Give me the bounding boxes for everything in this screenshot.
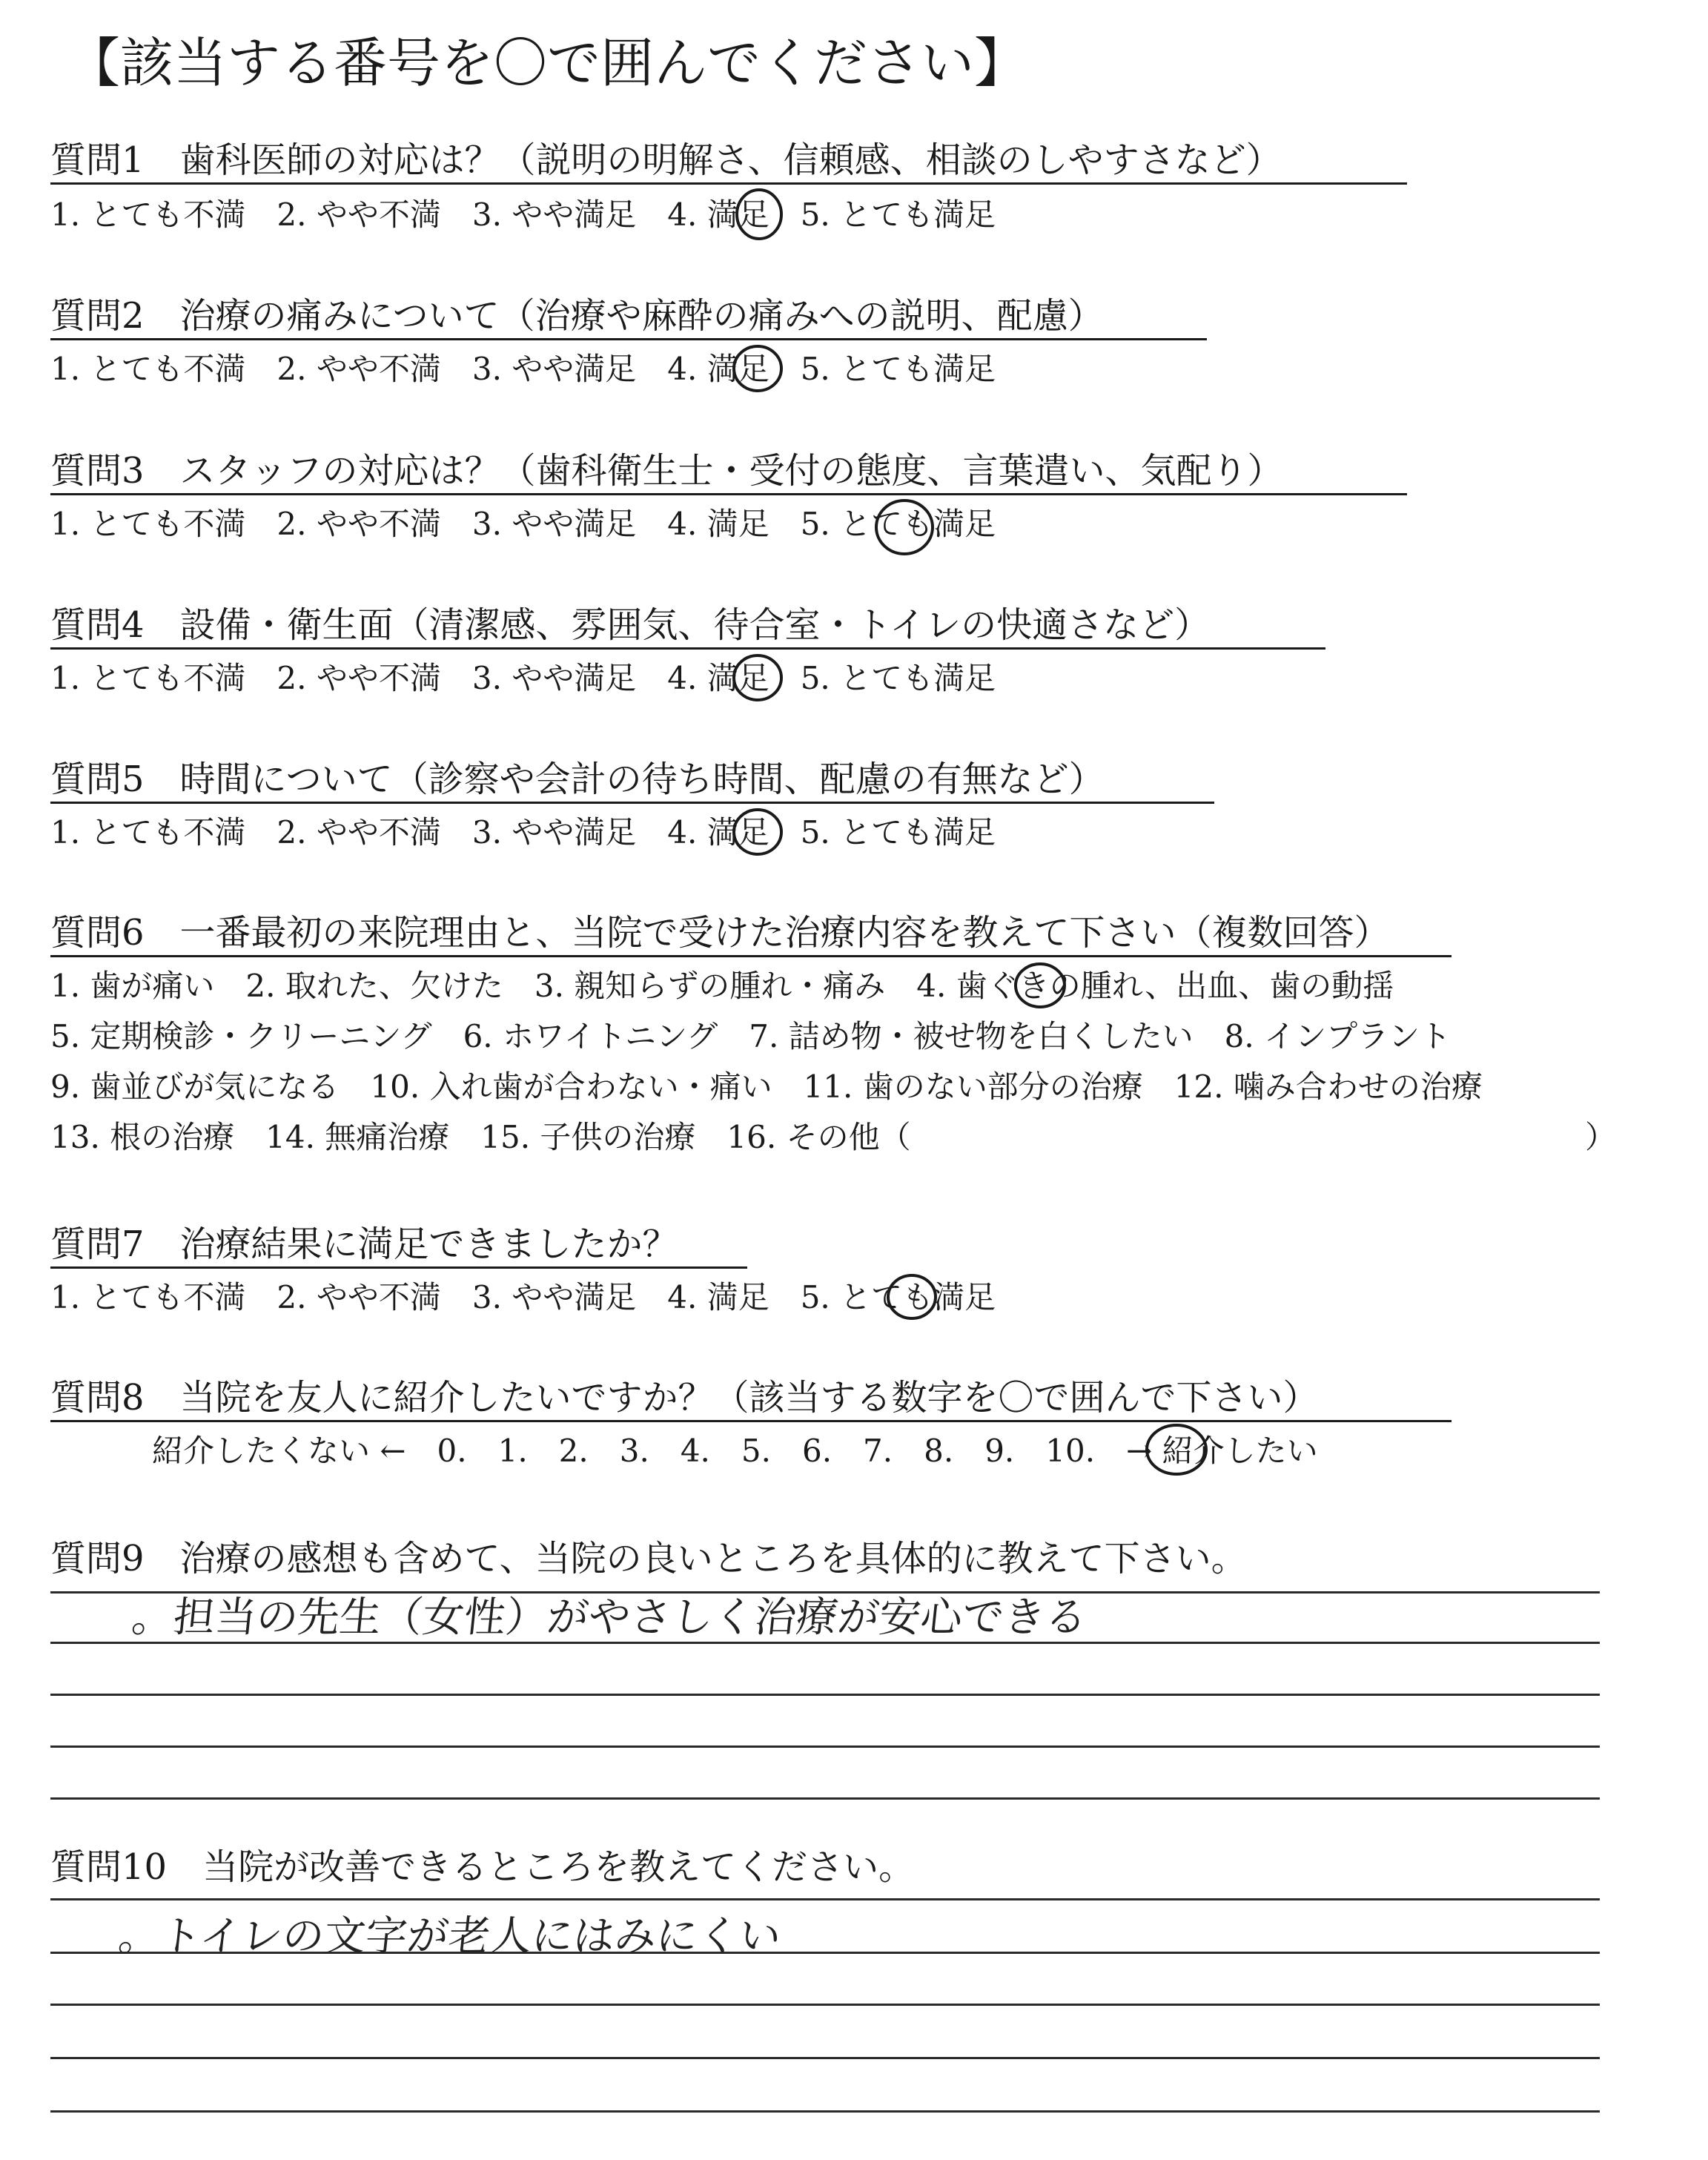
q6-underline — [50, 955, 1452, 957]
q6-options-row4: 13. 根の治療 14. 無痛治療 15. 子供の治療 16. その他（ — [50, 1119, 911, 1155]
q10-writing-line-5 — [50, 2110, 1600, 2113]
q3-options: 1. とても不満 2. やや不満 3. やや満足 4. 満足 5. とても満足 — [50, 506, 996, 542]
q1-underline — [50, 182, 1407, 185]
q10-handwritten-answer: 。トイレの文字が老人にはみにくい — [116, 1912, 784, 1961]
q2-answer-circle — [732, 345, 784, 394]
q4-title: 質問4 設備・衛生面（清潔感、雰囲気、待合室・トイレの快適さなど） — [50, 604, 1211, 646]
q6-title: 質問6 一番最初の来院理由と、当院で受けた治療内容を教えて下さい（複数回答） — [50, 912, 1390, 954]
q5-answer-circle — [732, 808, 784, 857]
q7-answer-circle — [887, 1274, 939, 1321]
q6-options-row3: 9. 歯並びが気になる 10. 入れ歯が合わない・痛い 11. 歯のない部分の治療 12. 噛み合わせの治療 — [50, 1069, 1483, 1105]
q6-other-close: ） — [1585, 1119, 1617, 1155]
q1-answer-circle — [734, 188, 786, 240]
q5-options: 1. とても不満 2. やや不満 3. やや満足 4. 満足 5. とても満足 — [50, 814, 996, 851]
q9-title: 質問9 治療の感想も含めて、当院の良いところを具体的に教えて下さい。 — [50, 1538, 1247, 1579]
q6-options-row1: 1. 歯が痛い 2. 取れた、欠けた 3. 親知らずの腫れ・痛み 4. 歯ぐきの腫れ、出血、歯の動揺 — [50, 968, 1394, 1004]
q6-answer-circle — [1014, 962, 1068, 1010]
q10-title: 質問10 当院が改善できるところを教えてください。 — [50, 1846, 915, 1888]
q9-writing-line-4 — [50, 1745, 1600, 1748]
q9-handwritten-answer: 。担当の先生（女性）がやさしく治療が安心できる — [129, 1593, 1090, 1642]
q8-scale: 紹介したくない ← 0. 1. 2. 3. 4. 5. 6. 7. 8. 9. 10. → 紹介したい — [152, 1433, 1318, 1469]
q1-options: 1. とても不満 2. やや不満 3. やや満足 4. 満足 5. とても満足 — [50, 196, 996, 233]
q3-underline — [50, 493, 1407, 495]
q9-writing-line-2 — [50, 1642, 1600, 1644]
q2-title: 質問2 治療の痛みについて（治療や麻酔の痛みへの説明、配慮） — [50, 295, 1104, 337]
q9-writing-line-5 — [50, 1797, 1600, 1800]
q3-title: 質問3 スタッフの対応は？（歯科衛生士・受付の態度、言葉遣い、気配り） — [50, 450, 1283, 492]
q2-options: 1. とても不満 2. やや不満 3. やや満足 4. 満足 5. とても満足 — [50, 351, 996, 387]
q5-title: 質問5 時間について（診察や会計の待ち時間、配慮の有無など） — [50, 759, 1105, 800]
q9-writing-line-3 — [50, 1694, 1600, 1696]
q8-title: 質問8 当院を友人に紹介したいですか？（該当する数字を〇で囲んで下さい） — [50, 1377, 1319, 1418]
q10-writing-line-1 — [50, 1898, 1600, 1900]
instruction-heading: 【該当する番号を〇で囲んでください】 — [67, 32, 1028, 94]
q2-underline — [50, 338, 1207, 340]
q1-title: 質問1 歯科医師の対応は？（説明の明解さ、信頼感、相談のしやすさなど） — [50, 139, 1282, 181]
q8-underline — [50, 1420, 1452, 1422]
q4-answer-circle — [732, 654, 784, 703]
q10-writing-line-3 — [50, 2004, 1600, 2006]
q7-title: 質問7 治療結果に満足できましたか？ — [50, 1223, 678, 1265]
q7-options: 1. とても不満 2. やや不満 3. やや満足 4. 満足 5. とても満足 — [50, 1279, 996, 1315]
q5-underline — [50, 802, 1214, 804]
q7-underline — [50, 1266, 747, 1269]
q4-options: 1. とても不満 2. やや不満 3. やや満足 4. 満足 5. とても満足 — [50, 660, 996, 696]
q4-underline — [50, 647, 1325, 650]
q3-answer-circle — [875, 499, 936, 558]
q10-writing-line-4 — [50, 2057, 1600, 2059]
q6-options-row2: 5. 定期検診・クリーニング 6. ホワイトニング 7. 詰め物・被せ物を白くしたい 8. インプラント — [50, 1018, 1452, 1054]
q8-answer-circle — [1145, 1424, 1209, 1477]
